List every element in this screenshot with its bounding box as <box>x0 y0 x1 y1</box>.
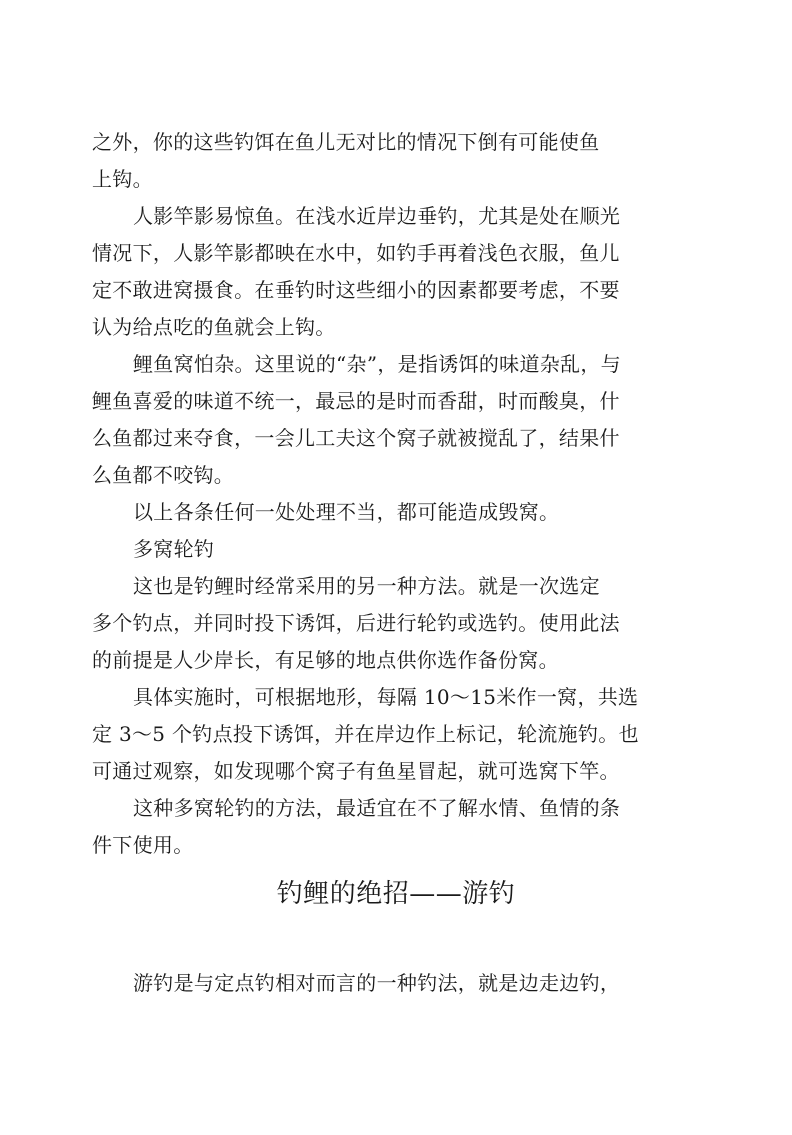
text-line: 之外，你的这些钓饵在鱼儿无对比的情况下倒有可能使鱼 <box>92 130 600 154</box>
paragraph-start: 游钓是与定点钓相对而言的一种钓法，就是边走边钓， <box>133 971 621 995</box>
subheading: 多窝轮钓 <box>133 537 215 561</box>
paragraph-start: 具体实施时，可根据地形，每隔 10～15米作一窝，共选 <box>133 685 639 709</box>
paragraph-start: 鲤鱼窝怕杂。这里说的“杂”，是指诱饵的味道杂乱，与 <box>133 352 621 376</box>
text-line: 的前提是人少岸长，有足够的地点供你选作备份窝。 <box>92 648 559 672</box>
paragraph-start: 这种多窝轮钓的方法，最适宜在不了解水情、鱼情的条 <box>133 796 621 820</box>
text-line: 上钩。 <box>92 167 153 191</box>
text-line: 情况下，人影竿影都映在水中，如钓手再着浅色衣服，鱼儿 <box>92 241 620 265</box>
text-line: 鲤鱼喜爱的味道不统一，最忌的是时而香甜，时而酸臭，什 <box>92 389 620 413</box>
text-line: 定不敢进窝摄食。在垂钓时这些细小的因素都要考虑，不要 <box>92 278 620 302</box>
text-line: 认为给点吃的鱼就会上钩。 <box>92 315 336 339</box>
text-line: 可通过观察，如发现哪个窝子有鱼星冒起，就可选窝下竿。 <box>92 759 620 783</box>
text-line: 多个钓点，并同时投下诱饵，后进行轮钓或选钓。使用此法 <box>92 611 620 635</box>
text-line: 件下使用。 <box>92 833 194 857</box>
text-line: 定 3～5 个钓点投下诱饵，并在岸边作上标记，轮流施钓。也 <box>92 722 639 746</box>
paragraph-start: 以上各条任何一处处理不当，都可能造成毁窝。 <box>133 500 560 524</box>
text-line: 么鱼都不咬钩。 <box>92 463 235 487</box>
section-heading: 钓鲤的绝招——游钓 <box>276 879 516 909</box>
text-line: 么鱼都过来夺食，一会儿工夫这个窝子就被搅乱了，结果什 <box>92 426 620 450</box>
paragraph-start: 人影竿影易惊鱼。在浅水近岸边垂钓，尤其是处在顺光 <box>133 204 621 228</box>
paragraph-start: 这也是钓鲤时经常采用的另一种方法。就是一次选定 <box>133 574 600 598</box>
